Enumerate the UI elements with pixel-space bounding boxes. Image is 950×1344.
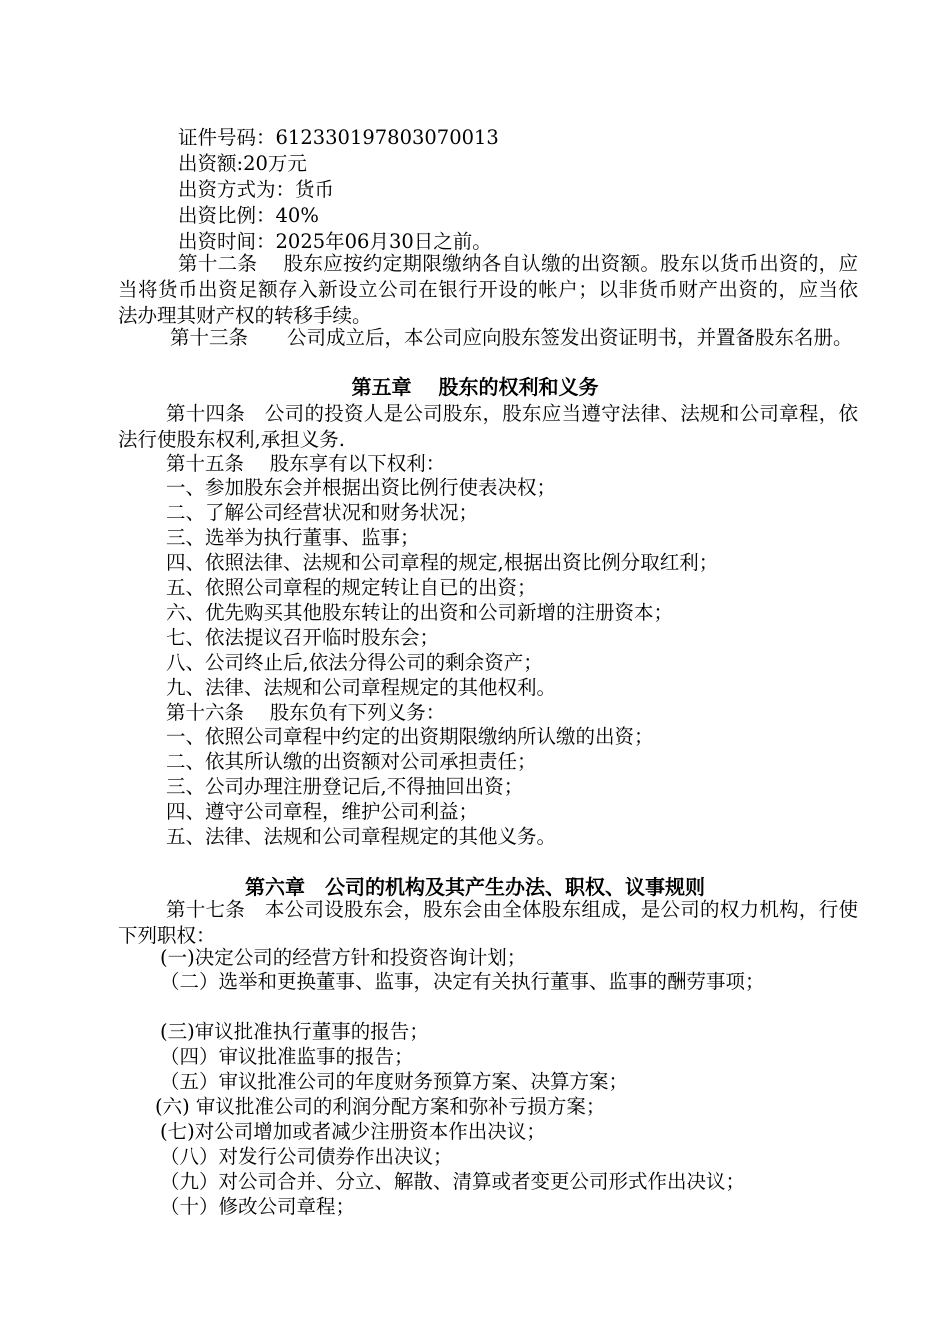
chapter-5-title: 第五章 股东的权利和义务 bbox=[351, 375, 599, 399]
article-13: 第十三条 公司成立后，本公司应向股东签发出资证明书，并置备股东名册。 bbox=[170, 326, 853, 349]
rights-item: 九、法律、法规和公司章程规定的其他权利。 bbox=[166, 676, 557, 699]
powers-item: （八）对发行公司债券作出决议； bbox=[160, 1145, 453, 1168]
powers-item: (七)对公司增加或者减少注册资本作出决议； bbox=[160, 1120, 546, 1143]
powers-item: （五）审议批准公司的年度财务预算方案、决算方案； bbox=[160, 1070, 629, 1093]
rights-item: 六、优先购买其他股东转让的出资和公司新增的注册资本； bbox=[166, 601, 674, 624]
rights-item: 五、依照公司章程的规定转让自已的出资； bbox=[166, 576, 537, 599]
article-15: 第十五条 股东享有以下权利： bbox=[166, 452, 446, 475]
powers-item: （九）对公司合并、分立、解散、清算或者变更公司形式作出决议； bbox=[160, 1170, 746, 1193]
capital-amount-line: 出资额:20万元 bbox=[178, 152, 307, 175]
duties-item: 四、遵守公司章程，维护公司利益； bbox=[166, 800, 479, 823]
powers-item: (三)审议批准执行董事的报告； bbox=[160, 1020, 429, 1043]
powers-item: （二）选举和更换董事、监事，决定有关执行董事、监事的酬劳事项； bbox=[160, 970, 765, 993]
rights-item: 二、了解公司经营状况和财务状况； bbox=[166, 501, 479, 524]
capital-method-line: 出资方式为：货币 bbox=[178, 178, 335, 201]
rights-item: 七、依法提议召开临时股东会； bbox=[166, 626, 440, 649]
powers-item: (一)决定公司的经营方针和投资咨询计划； bbox=[160, 946, 527, 969]
duties-item: 三、公司办理注册登记后,不得抽回出资； bbox=[166, 775, 524, 798]
article-17: 第十七条 本公司设股东会，股东会由全体股东组成，是公司的权力机构，行使下列职权： bbox=[118, 898, 858, 947]
powers-item: （四）审议批准监事的报告； bbox=[160, 1045, 414, 1068]
rights-item: 四、依照法律、法规和公司章程的规定,根据出资比例分取红利； bbox=[166, 551, 719, 574]
id-number-line: 证件号码：612330197803070013 bbox=[178, 126, 499, 149]
capital-time-line: 出资时间：2025年06月30日之前。 bbox=[178, 230, 492, 253]
article-14: 第十四条 公司的投资人是公司股东，股东应当遵守法律、法规和公司章程，依法行使股东权利,承担义务. bbox=[118, 402, 858, 451]
duties-item: 二、依其所认缴的出资额对公司承担责任； bbox=[166, 750, 537, 773]
article-16: 第十六条 股东负有下列义务： bbox=[166, 701, 446, 724]
rights-item: 三、选举为执行董事、监事； bbox=[166, 526, 420, 549]
powers-item: (六) 审议批准公司的利润分配方案和弥补亏损方案； bbox=[155, 1095, 606, 1118]
powers-item: （十）修改公司章程； bbox=[160, 1195, 356, 1218]
rights-item: 八、公司终止后,依法分得公司的剩余资产； bbox=[166, 651, 543, 674]
chapter-6-title: 第六章 公司的机构及其产生办法、职权、议事规则 bbox=[245, 875, 705, 899]
rights-item: 一、参加股东会并根据出资比例行使表决权； bbox=[166, 476, 557, 499]
capital-ratio-line: 出资比例：40% bbox=[178, 204, 319, 227]
duties-item: 一、依照公司章程中约定的出资期限缴纳所认缴的出资； bbox=[166, 725, 654, 748]
duties-item: 五、法律、法规和公司章程规定的其他义务。 bbox=[166, 825, 557, 848]
article-12: 第十二条 股东应按约定期限缴纳各自认缴的出资额。股东以货币出资的，应当将货币出资足额存入新设立公司在银行开设的帐户；以非货币财产出资的，应当依法办理其财产权的转移手续。 bbox=[118, 252, 858, 327]
